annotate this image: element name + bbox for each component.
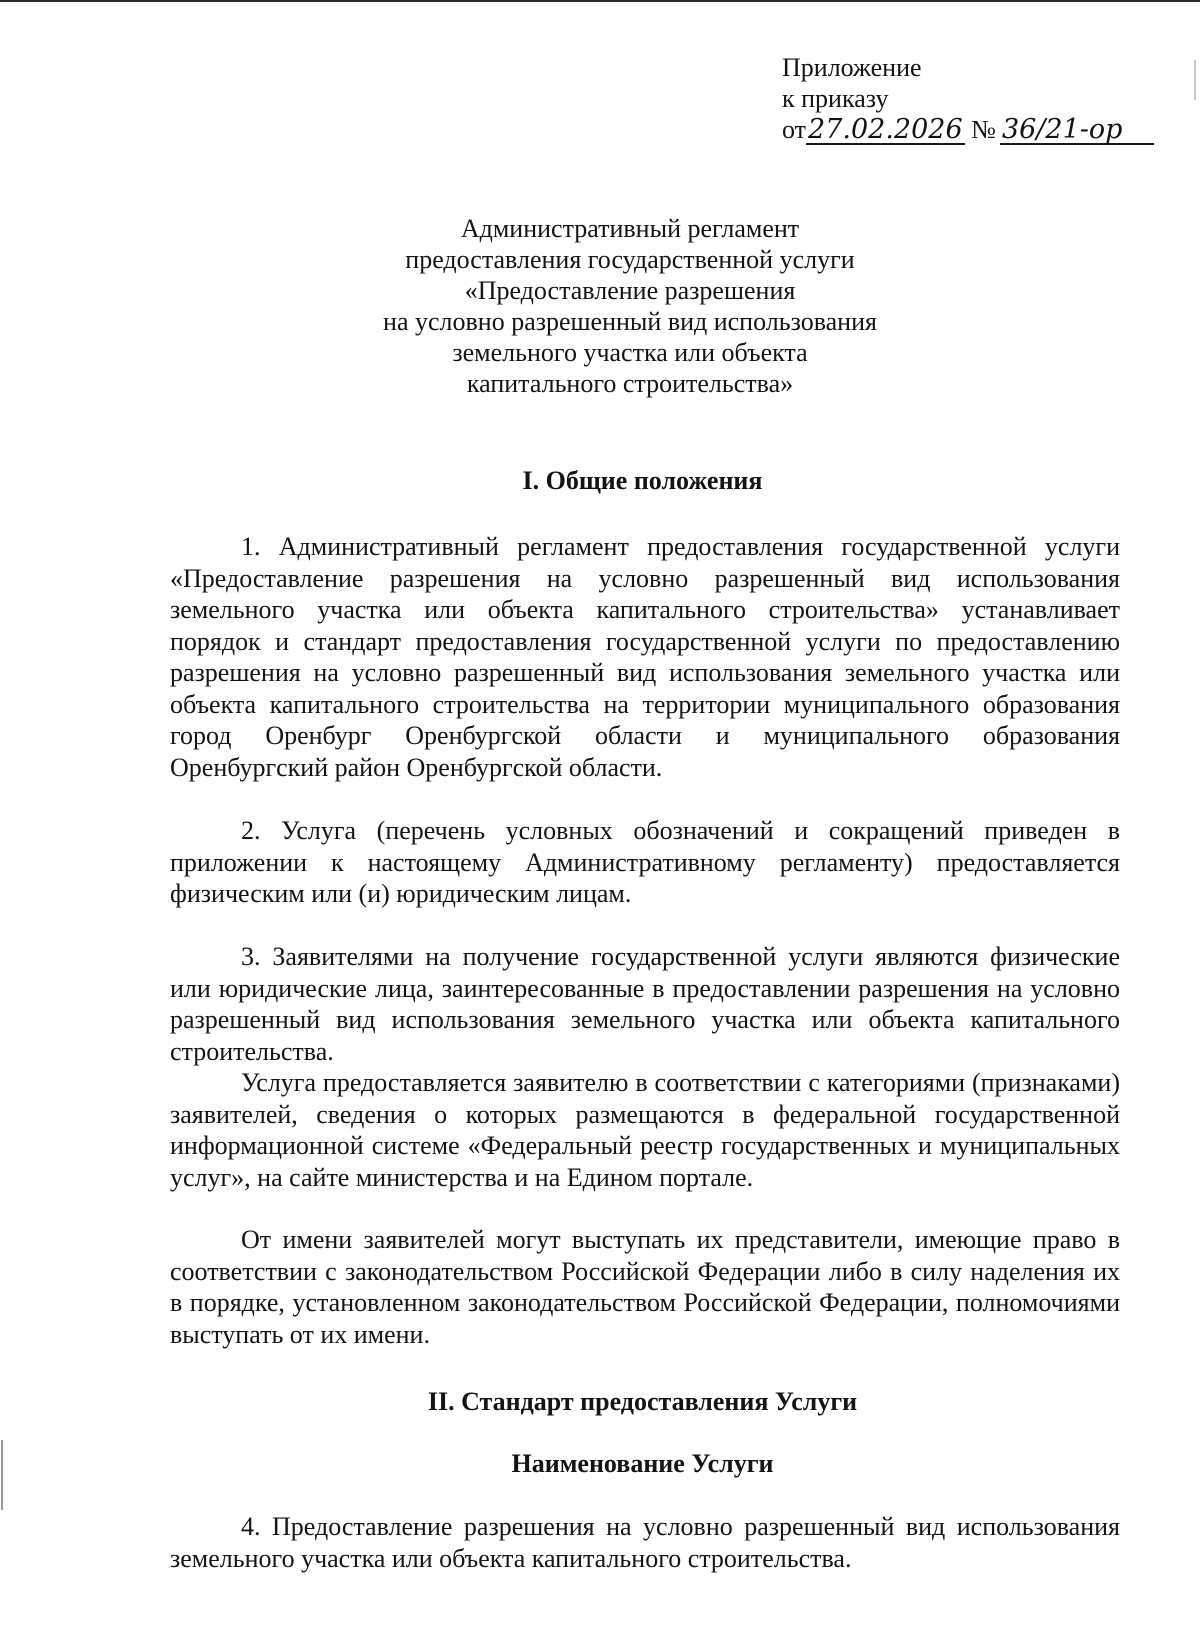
order-date-number-line <box>782 114 1154 145</box>
from-prefix: от <box>782 115 807 144</box>
paragraph-2: 2. Услуга (перечень условных обозначений и сокращений приведен в приложении к настоящему Административному регламенту) предоставляется физическим или (и) юридическим лицам. <box>170 816 1120 908</box>
scan-edge-mark <box>1 1440 3 1510</box>
document-title <box>300 213 960 399</box>
title-line: предоставления государственной услуги <box>405 245 855 274</box>
paragraph-3-representatives: От имени заявителей могут выступать их представители, имеющие право в соответствии с законодательством Российской Федерации либо в силу наделения их в порядке, установленном законодательством Российской Федерации, полномочиями выступать от их имени. <box>170 1225 1120 1349</box>
handwritten-date: 27.02.2026 <box>808 114 963 145</box>
appendix-label: Приложение <box>782 53 922 82</box>
title-line: капитального строительства» <box>466 369 794 398</box>
appendix-reference <box>782 52 1154 145</box>
paragraph-3: 3. Заявителями на получение государственной услуги являются физические или юридические лица, заинтересованные в предоставлении разрешения на условно разрешенный вид использования земельного участка или объекта капитального строительства. <box>170 942 1120 1066</box>
number-sign: № <box>971 115 996 144</box>
subheading-service-name: Наименование Услуги <box>511 1449 774 1478</box>
paragraph-1: 1. Административный регламент предоставления государственной услуги «Предоставление разрешения на условно разрешенный вид использования земельного участка или объекта капитального строительства» устанавливает порядок и стандарт предоставления государственной услуги по предоставлению разрешения на условно разрешенный вид использования земельного участка или объекта капитального строительства на территории муниципального образования город Оренбург Оренбургской области и муниципального образования Оренбургский район Оренбургской области. <box>170 532 1120 782</box>
title-line: «Предоставление разрешения <box>464 276 796 305</box>
order-reference-label: к приказу <box>782 84 889 113</box>
title-line: земельного участка или объекта <box>452 338 808 367</box>
title-line: Административный регламент <box>460 214 800 243</box>
title-line: на условно разрешенный вид использования <box>383 307 877 336</box>
handwritten-order-number: 36/21-ор <box>1000 117 1154 145</box>
section-heading-standard: II. Стандарт предоставления Услуги <box>427 1387 858 1416</box>
scan-edge-mark <box>1194 60 1196 100</box>
scan-edge-line <box>0 0 1200 2</box>
paragraph-4: 4. Предоставление разрешения на условно разрешенный вид использования земельного участка или объекта капитального строительства. <box>170 1512 1120 1573</box>
section-heading-general: I. Общие положения <box>522 466 763 495</box>
paragraph-3-categories: Услуга предоставляется заявителю в соответствии с категориями (признаками) заявителей, сведения о которых размещаются в федеральной государственной информационной системе «Федеральный реестр государственных и муниципальных услуг», на сайте министерства и на Едином портале. <box>170 1068 1120 1192</box>
